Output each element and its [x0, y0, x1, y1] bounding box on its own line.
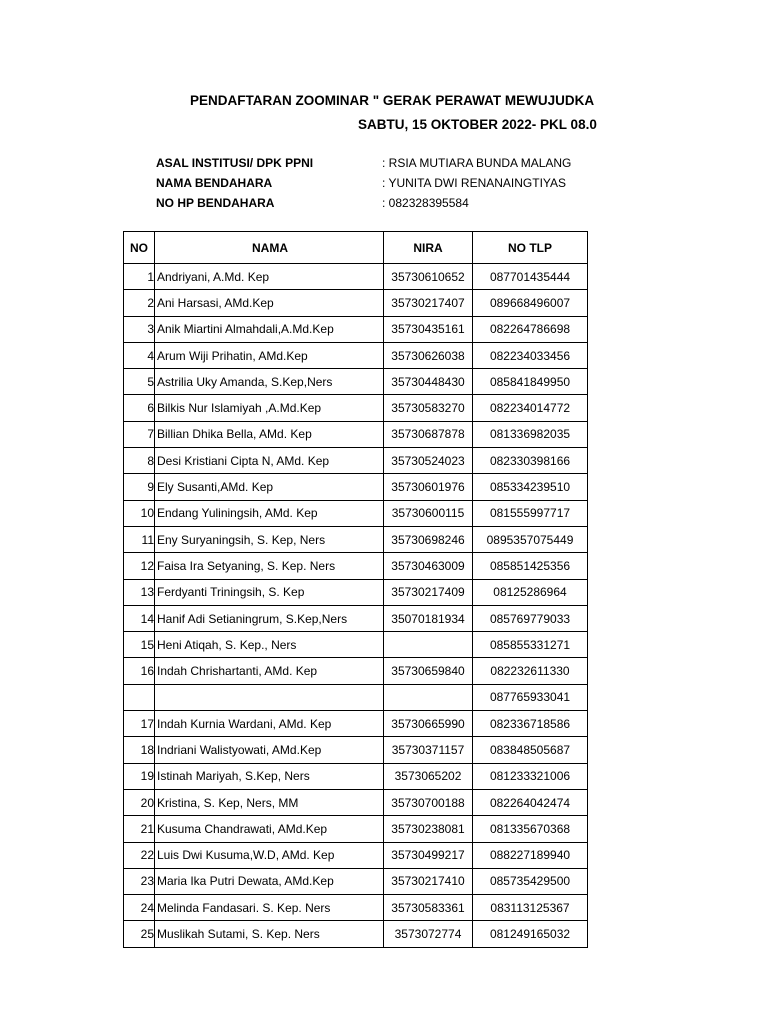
- cell-no: 25: [124, 921, 155, 947]
- table-row: [124, 264, 588, 290]
- page-title-line-1: PENDAFTARAN ZOOMINAR " GERAK PERAWAT MEWUJUDKA: [190, 93, 595, 108]
- cell-nira: 35730610652: [384, 264, 473, 290]
- cell-no: 13: [124, 579, 155, 605]
- cell-nira: 35730463009: [384, 553, 473, 579]
- cell-no-tlp: 081336982035: [473, 421, 588, 447]
- table-row: [124, 579, 588, 605]
- cell-nama: Ani Harsasi, AMd.Kep: [155, 290, 384, 316]
- cell-nama: Anik Miartini Almahdali,A.Md.Kep: [155, 316, 384, 342]
- cell-no: 1: [124, 264, 155, 290]
- cell-nira: 35730583270: [384, 395, 473, 421]
- header-no-tlp: NO TLP: [473, 232, 588, 264]
- cell-nama: Astrilia Uky Amanda, S.Kep,Ners: [155, 369, 384, 395]
- info-label: ASAL INSTITUSI/ DPK PPNI: [156, 156, 314, 170]
- cell-no-tlp: 087765933041: [473, 684, 588, 710]
- cell-no-tlp: 085735429500: [473, 868, 588, 894]
- table-row: [124, 684, 588, 710]
- cell-no-tlp: 085855331271: [473, 632, 588, 658]
- cell-nama: Kristina, S. Kep, Ners, MM: [155, 789, 384, 815]
- table-row: [124, 448, 588, 474]
- cell-nama: Endang Yuliningsih, AMd. Kep: [155, 500, 384, 526]
- cell-nama: Andriyani, A.Md. Kep: [155, 264, 384, 290]
- table-row: [124, 711, 588, 737]
- table-row: [124, 789, 588, 815]
- table-row: [124, 763, 588, 789]
- cell-no: 9: [124, 474, 155, 500]
- header-nama: NAMA: [155, 232, 384, 264]
- cell-no-tlp: 082232611330: [473, 658, 588, 684]
- table-row: [124, 290, 588, 316]
- cell-nira: [384, 684, 473, 710]
- cell-nira: 3573072774: [384, 921, 473, 947]
- cell-no-tlp: 083113125367: [473, 895, 588, 921]
- cell-nira: 35730238081: [384, 816, 473, 842]
- cell-nira: 35730700188: [384, 789, 473, 815]
- table-row: [124, 658, 588, 684]
- cell-nira: 35730371157: [384, 737, 473, 763]
- cell-no-tlp: 087701435444: [473, 264, 588, 290]
- table-row: [124, 474, 588, 500]
- table-row: [124, 395, 588, 421]
- cell-nama: Melinda Fandasari. S. Kep. Ners: [155, 895, 384, 921]
- cell-nira: 35730217410: [384, 868, 473, 894]
- cell-no-tlp: 085769779033: [473, 605, 588, 631]
- cell-nira: [384, 632, 473, 658]
- table-body: [124, 264, 588, 948]
- cell-nama: Kusuma Chandrawati, AMd.Kep: [155, 816, 384, 842]
- cell-no-tlp: 082336718586: [473, 711, 588, 737]
- cell-no: 2: [124, 290, 155, 316]
- cell-nama: Indah Kurnia Wardani, AMd. Kep: [155, 711, 384, 737]
- cell-nama: Bilkis Nur Islamiyah ,A.Md.Kep: [155, 395, 384, 421]
- table-row: [124, 921, 588, 947]
- cell-no: 17: [124, 711, 155, 737]
- info-value: : RSIA MUTIARA BUNDA MALANG: [382, 156, 572, 170]
- table-row: [124, 553, 588, 579]
- cell-no: 3: [124, 316, 155, 342]
- cell-nama: Maria Ika Putri Dewata, AMd.Kep: [155, 868, 384, 894]
- cell-no: 23: [124, 868, 155, 894]
- table-row: [124, 737, 588, 763]
- cell-no-tlp: 081335670368: [473, 816, 588, 842]
- cell-nama: Indah Chrishartanti, AMd. Kep: [155, 658, 384, 684]
- table-row: [124, 632, 588, 658]
- cell-no: 22: [124, 842, 155, 868]
- cell-no: 15: [124, 632, 155, 658]
- cell-no-tlp: 085334239510: [473, 474, 588, 500]
- cell-nama: Desi Kristiani Cipta N, AMd. Kep: [155, 448, 384, 474]
- cell-no-tlp: 0895357075449: [473, 526, 588, 552]
- cell-nama: Eny Suryaningsih, S. Kep, Ners: [155, 526, 384, 552]
- cell-no-tlp: 081233321006: [473, 763, 588, 789]
- table-row: [124, 500, 588, 526]
- cell-no-tlp: 085841849950: [473, 369, 588, 395]
- cell-no-tlp: 082264042474: [473, 789, 588, 815]
- cell-no: 10: [124, 500, 155, 526]
- cell-nama: Indriani Walistyowati, AMd.Kep: [155, 737, 384, 763]
- cell-no: 21: [124, 816, 155, 842]
- cell-nira: 35730659840: [384, 658, 473, 684]
- cell-nama: Muslikah Sutami, S. Kep. Ners: [155, 921, 384, 947]
- info-value: : 082328395584: [382, 196, 469, 210]
- cell-no: 19: [124, 763, 155, 789]
- info-label: NO HP BENDAHARA: [156, 196, 275, 210]
- cell-nira: 35730600115: [384, 500, 473, 526]
- info-value: : YUNITA DWI RENANAINGTIYAS: [382, 176, 567, 190]
- cell-nira: 35730665990: [384, 711, 473, 737]
- cell-nira: 35730217409: [384, 579, 473, 605]
- cell-no: [124, 684, 155, 710]
- cell-no-tlp: 088227189940: [473, 842, 588, 868]
- table-row: [124, 421, 588, 447]
- cell-nama: [155, 684, 384, 710]
- cell-nira: 35070181934: [384, 605, 473, 631]
- cell-nama: Heni Atiqah, S. Kep., Ners: [155, 632, 384, 658]
- cell-nira: 35730698246: [384, 526, 473, 552]
- cell-nira: 35730217407: [384, 290, 473, 316]
- cell-no-tlp: 081555997717: [473, 500, 588, 526]
- cell-no: 4: [124, 342, 155, 368]
- cell-nama: Hanif Adi Setianingrum, S.Kep,Ners: [155, 605, 384, 631]
- table-row: [124, 816, 588, 842]
- cell-nira: 35730626038: [384, 342, 473, 368]
- cell-nama: Arum Wiji Prihatin, AMd.Kep: [155, 342, 384, 368]
- cell-no: 8: [124, 448, 155, 474]
- cell-no-tlp: 085851425356: [473, 553, 588, 579]
- cell-no: 20: [124, 789, 155, 815]
- header-nira: NIRA: [384, 232, 473, 264]
- cell-nira: 35730435161: [384, 316, 473, 342]
- cell-no-tlp: 082234033456: [473, 342, 588, 368]
- page-title-line-2: SABTU, 15 OKTOBER 2022- PKL 08.0: [358, 117, 597, 132]
- cell-no: 11: [124, 526, 155, 552]
- cell-no-tlp: 081249165032: [473, 921, 588, 947]
- cell-no: 12: [124, 553, 155, 579]
- cell-nira: 35730687878: [384, 421, 473, 447]
- cell-no-tlp: 08125286964: [473, 579, 588, 605]
- cell-nama: Ferdyanti Triningsih, S. Kep: [155, 579, 384, 605]
- cell-nira: 3573065202: [384, 763, 473, 789]
- table-row: [124, 342, 588, 368]
- table-row: [124, 895, 588, 921]
- info-label: NAMA BENDAHARA: [156, 176, 273, 190]
- cell-no: 18: [124, 737, 155, 763]
- cell-nira: 35730601976: [384, 474, 473, 500]
- cell-nama: Istinah Mariyah, S.Kep, Ners: [155, 763, 384, 789]
- cell-nira: 35730524023: [384, 448, 473, 474]
- cell-nira: 35730448430: [384, 369, 473, 395]
- cell-no-tlp: 082330398166: [473, 448, 588, 474]
- participants-table: [123, 231, 588, 948]
- cell-nama: Billian Dhika Bella, AMd. Kep: [155, 421, 384, 447]
- cell-no: 6: [124, 395, 155, 421]
- cell-no-tlp: 083848505687: [473, 737, 588, 763]
- cell-no: 14: [124, 605, 155, 631]
- table-row: [124, 369, 588, 395]
- table-row: [124, 316, 588, 342]
- table-row: [124, 868, 588, 894]
- cell-nama: Luis Dwi Kusuma,W.D, AMd. Kep: [155, 842, 384, 868]
- cell-no-tlp: 089668496007: [473, 290, 588, 316]
- table-row: [124, 842, 588, 868]
- cell-no: 24: [124, 895, 155, 921]
- cell-nama: Ely Susanti,AMd. Kep: [155, 474, 384, 500]
- cell-no: 7: [124, 421, 155, 447]
- table-row: [124, 526, 588, 552]
- header-no: NO: [124, 232, 155, 264]
- cell-no: 5: [124, 369, 155, 395]
- cell-no-tlp: 082264786698: [473, 316, 588, 342]
- cell-nira: 35730499217: [384, 842, 473, 868]
- cell-no: 16: [124, 658, 155, 684]
- table-header-row: [124, 232, 588, 264]
- table-row: [124, 605, 588, 631]
- cell-nama: Faisa Ira Setyaning, S. Kep. Ners: [155, 553, 384, 579]
- cell-nira: 35730583361: [384, 895, 473, 921]
- cell-no-tlp: 082234014772: [473, 395, 588, 421]
